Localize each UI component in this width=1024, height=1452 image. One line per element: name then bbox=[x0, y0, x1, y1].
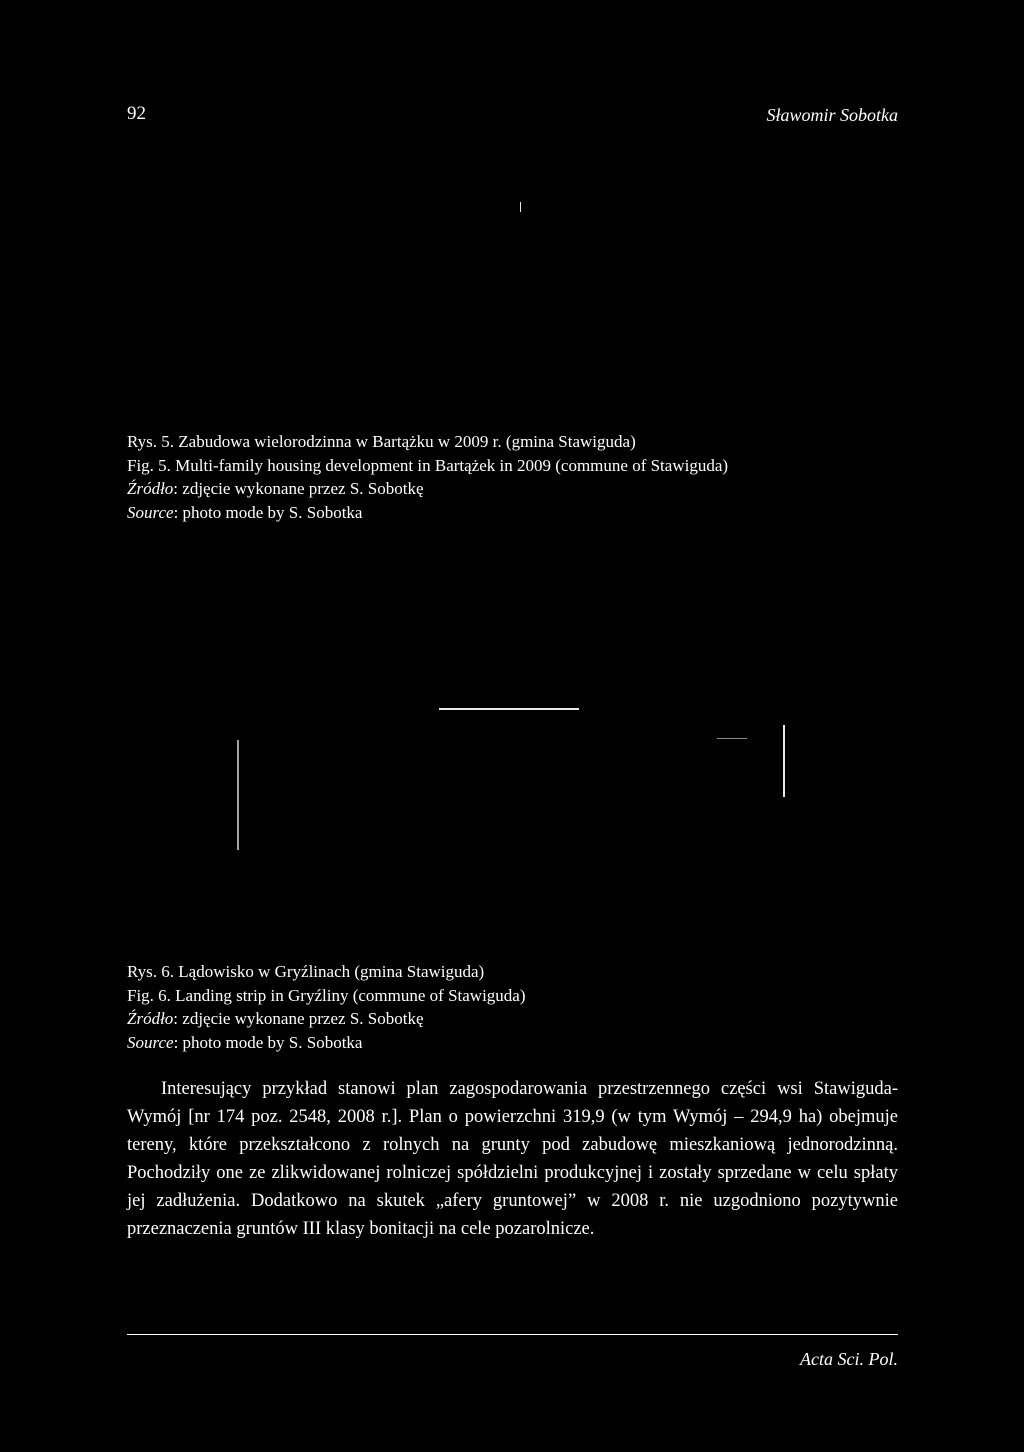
source-pl bbox=[127, 1007, 526, 1031]
source-en-label: Source bbox=[127, 1032, 174, 1052]
figure-6-caption bbox=[127, 960, 526, 1054]
caption-en: Fig. 6. Landing strip in Gryźliny (commune of Stawiguda) bbox=[127, 985, 526, 1005]
body-text bbox=[127, 1075, 898, 1243]
footer-journal-name: Acta Sci. Pol. bbox=[800, 1349, 898, 1369]
source-en-label: Source bbox=[127, 502, 174, 522]
source-en-text: : photo mode by S. Sobotka bbox=[173, 502, 363, 522]
body-paragraph: Interesujący przykład stanowi plan zagospodarowania przestrzennego części wsi Stawiguda-Wymój [nr 174 poz. 2548, 2008 r.]. Plan o powierzchni 319,9 (w tym Wymój – 294,9 ha) obejmuje tereny, które przekształcono z rolnych na grunty pod zabudowę mieszkaniową jednorodzinną. Pochodziły one ze zlikwidowanej rolniczej spółdzielni produkcyjnej i zostały sprzedane w celu spłaty jej zadłużenia. Dodatkowo na skutek „afery gruntowej” w 2008 r. nie uzgodniono pozytywnie przeznaczenia gruntów III klasy bonitacji na cele pozarolnicze. bbox=[127, 1079, 898, 1239]
figure-5-photo bbox=[127, 140, 897, 420]
source-en bbox=[127, 1031, 526, 1055]
caption-en: Fig. 5. Multi-family housing development in Bartążek in 2009 (commune of Stawiguda) bbox=[127, 455, 729, 475]
figure-6-photo bbox=[127, 690, 897, 950]
photo-artifact bbox=[237, 740, 239, 850]
footer-rule bbox=[127, 1334, 898, 1335]
caption-pl: Rys. 5. Zabudowa wielorodzinna w Bartążku w 2009 r. (gmina Stawiguda) bbox=[127, 432, 636, 451]
caption-pl: Rys. 6. Lądowisko w Gryźlinach (gmina Stawiguda) bbox=[127, 962, 485, 981]
source-pl-text: : zdjęcie wykonane przez S. Sobotkę bbox=[173, 479, 424, 498]
source-en-text: : photo mode by S. Sobotka bbox=[173, 1032, 363, 1052]
source-pl-label: Źródło bbox=[127, 1009, 174, 1028]
source-pl-text: : zdjęcie wykonane przez S. Sobotkę bbox=[173, 1009, 424, 1028]
source-en bbox=[127, 501, 728, 525]
photo-artifact bbox=[717, 738, 747, 739]
source-pl bbox=[127, 477, 728, 501]
photo-artifact bbox=[520, 202, 521, 212]
page-number: 92 bbox=[127, 103, 146, 124]
source-pl-label: Źródło bbox=[127, 479, 174, 498]
figure-5-caption bbox=[127, 430, 728, 524]
photo-artifact bbox=[439, 708, 579, 710]
running-head-author: Sławomir Sobotka bbox=[766, 105, 898, 125]
photo-artifact bbox=[783, 725, 785, 797]
